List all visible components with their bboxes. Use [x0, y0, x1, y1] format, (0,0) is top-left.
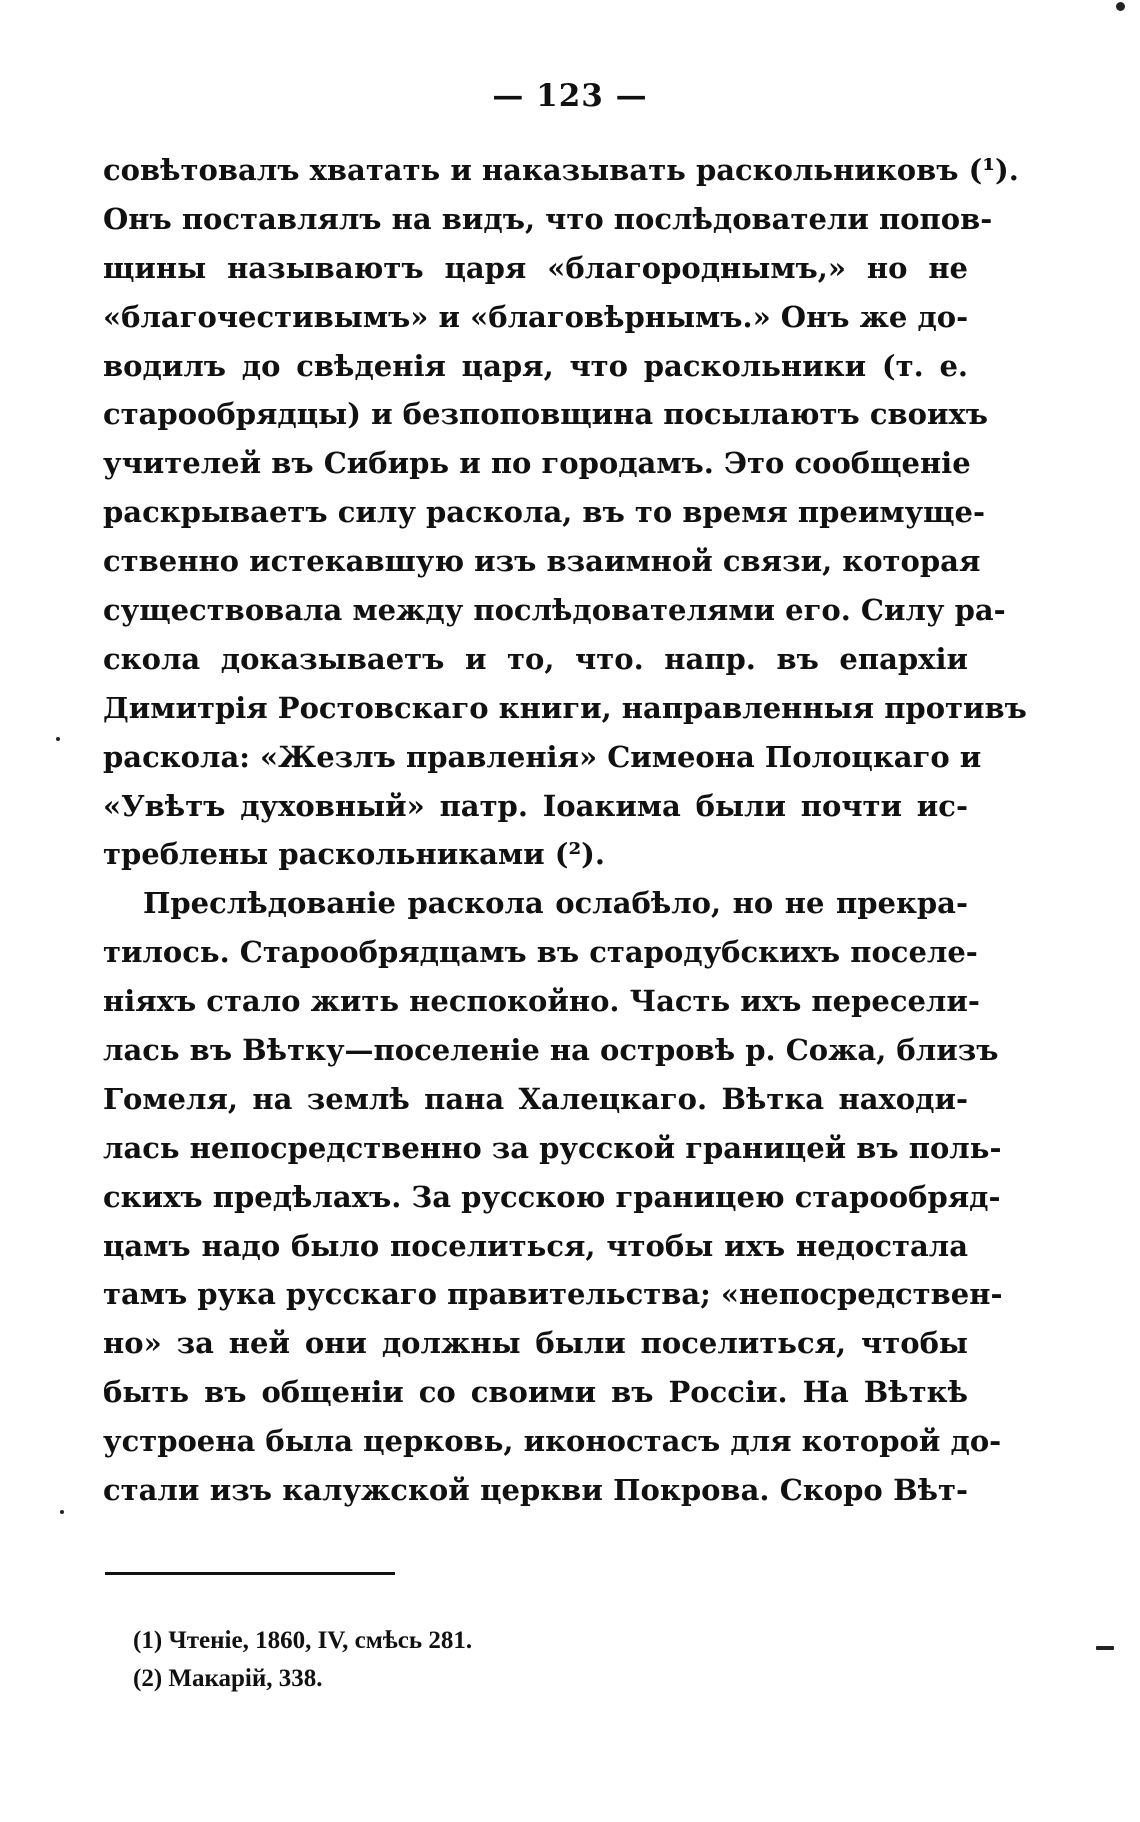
scan-speck [56, 737, 60, 741]
text-line: щины называютъ царя «благороднымъ,» но не [103, 250, 968, 285]
footnote: (2) Макарій, 338. [133, 1665, 323, 1692]
text-line: раскола: «Жезлъ правленія» Симеона Полоцкаго и [103, 739, 982, 774]
text-line: устроена была церковь, иконостасъ для которой до- [103, 1424, 1002, 1459]
text-line: Онъ поставлялъ на видъ, что послѣдователи попов- [103, 201, 993, 236]
text-line: лась въ Вѣтку—поселеніе на островѣ р. Сожа, близъ [103, 1033, 999, 1068]
footnote: (1) Чтеніе, 1860, IV, смѣсь 281. [133, 1627, 473, 1654]
text-line: старообрядцы) и безпоповщина посылаютъ своихъ [103, 397, 989, 432]
text-line: ніяхъ стало жить неспокойно. Часть ихъ пересели- [103, 984, 980, 1019]
text-line: скола доказываетъ и то, что. напр. въ епархіи [103, 641, 968, 676]
text-line: скихъ предѣлахъ. За русскою границею старообряд- [103, 1179, 1001, 1214]
text-line: ственно истекавшую изъ взаимной связи, которая [103, 544, 981, 579]
text-line: «благочестивымъ» и «благовѣрнымъ.» Онъ же до- [103, 299, 969, 334]
text-line: существовала между послѣдователями его. Силу ра- [103, 593, 1006, 628]
text-line: тилось. Старообрядцамъ въ стародубскихъ поселе- [103, 935, 978, 970]
text-line: совѣтовалъ хватать и наказывать раскольниковъ (¹). [103, 153, 1019, 187]
text-line: Преслѣдованіе раскола ослабѣло, но не прекра- [143, 886, 968, 921]
footnotes [133, 1622, 472, 1698]
scan-speck [60, 1510, 64, 1514]
body-text [103, 146, 1027, 1515]
text-line: треблены раскольниками (²). [103, 837, 605, 872]
footnote-rule [105, 1572, 395, 1575]
scan-speck [1096, 1646, 1114, 1650]
scan-speck [1116, 2, 1125, 11]
text-line: цамъ надо было поселиться, чтобы ихъ недостала [103, 1228, 968, 1263]
text-line: но» за ней они должны были поселиться, чтобы [103, 1326, 968, 1361]
text-line: быть въ общеніи со своими въ Россіи. На Вѣткѣ [103, 1375, 968, 1410]
text-line: раскрываетъ силу раскола, въ то время преимуще- [103, 495, 986, 530]
text-line: водилъ до свѣденія царя, что раскольники (т. е. [103, 348, 968, 383]
text-line: стали изъ калужской церкви Покрова. Скоро Вѣт- [103, 1473, 968, 1508]
text-line: Гомеля, на землѣ пана Халецкаго. Вѣтка находи- [103, 1081, 968, 1116]
text-line: Димитрія Ростовскаго книги, направленныя противъ [103, 690, 1027, 725]
text-line: лась непосредственно за русской границей въ поль- [103, 1130, 1002, 1165]
text-line: «Увѣтъ духовный» патр. Іоакима были почти ис- [103, 788, 968, 823]
text-line: тамъ рука русскаго правительства; «непосредствен- [103, 1277, 1003, 1312]
text-line: учителей въ Сибирь и по городамъ. Это сообщеніе [103, 446, 971, 481]
page-number: — 123 — [492, 78, 648, 114]
